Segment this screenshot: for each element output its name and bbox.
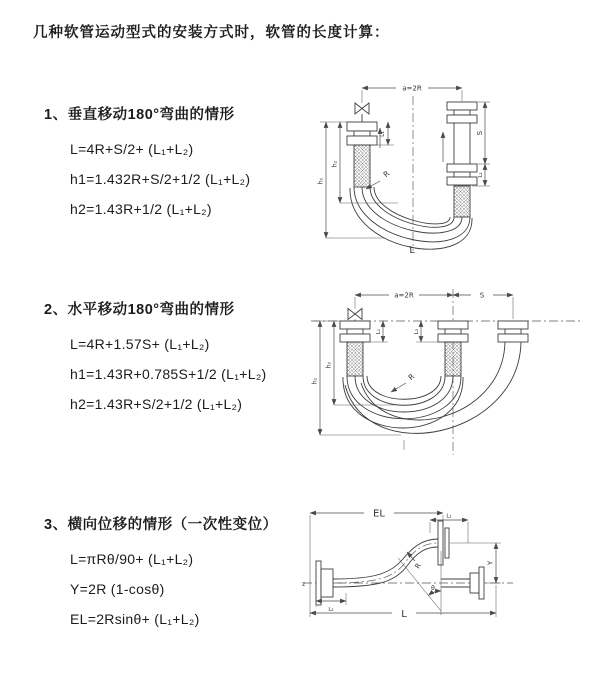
dimension-a2r xyxy=(355,292,453,300)
formula-line: h1=1.43R+0.785S+1/2 (L₁+L₂) xyxy=(70,366,267,382)
radius-label: R xyxy=(381,168,392,180)
middle-pipe-fitting xyxy=(438,321,468,376)
dim-h1-label: h₁ xyxy=(317,177,325,185)
moved-pipe-fitting xyxy=(498,321,528,342)
formula-line: L=4R+1.57S+ (L₁+L₂) xyxy=(70,336,210,352)
valve-icon xyxy=(355,90,369,122)
dim-l-label: L xyxy=(401,609,407,620)
diagram-lateral-displacement xyxy=(298,503,595,653)
radius-label: R xyxy=(406,371,417,383)
dim-l2-label: L₂ xyxy=(328,607,334,613)
hose-s-curve xyxy=(333,539,438,587)
section-2-formulas xyxy=(70,329,267,419)
dim-l1-label: L₁ xyxy=(446,513,452,520)
diagram-horizontal-180-bend xyxy=(303,283,588,463)
pipe-break-mark: z xyxy=(302,581,306,588)
radius-callout xyxy=(391,372,416,392)
dimension-l xyxy=(310,585,496,620)
section-1 xyxy=(44,103,250,224)
dim-s-label: S xyxy=(479,291,485,300)
dim-s-label: S xyxy=(476,130,484,136)
formula-line: h1=1.432R+S/2+1/2 (L₁+L₂) xyxy=(70,171,251,187)
dim-h2-label: h₂ xyxy=(331,160,339,168)
formula-line: Y=2R (1-cosθ) xyxy=(70,581,165,597)
formula-line: h2=1.43R+1/2 (L₁+L₂) xyxy=(70,201,212,217)
section-1-formulas xyxy=(70,134,250,224)
top-flange xyxy=(438,521,501,565)
radius-callout xyxy=(407,552,423,570)
section-2-heading: 2、水平移动180°弯曲的情形 xyxy=(44,302,235,318)
dimension-y xyxy=(487,543,497,583)
dim-h2-label: h₂ xyxy=(325,361,333,369)
dim-l2-label: L₂ xyxy=(414,328,420,335)
formula-line: L=4R+S/2+ (L₁+L₂) xyxy=(70,141,194,157)
dim-l1-label: L₁ xyxy=(379,131,386,137)
dimension-s xyxy=(453,292,513,320)
dim-l2-label: L₂ xyxy=(478,172,484,178)
dim-h1-label: h₁ xyxy=(311,377,319,385)
dimension-a2r xyxy=(362,85,462,102)
dimension-s xyxy=(476,102,490,164)
length-label: L xyxy=(409,245,415,256)
dim-el-label: EL xyxy=(373,508,385,520)
left-flange xyxy=(316,561,333,605)
diagram-vertical-180-bend xyxy=(310,76,580,256)
dim-a2r-label: a=2R xyxy=(394,291,414,300)
dim-y-label: Y xyxy=(486,560,495,566)
dim-l1-label: L₁ xyxy=(376,328,382,335)
left-pipe-fitting xyxy=(340,321,370,376)
left-pipe-fitting xyxy=(347,122,377,187)
section-2 xyxy=(44,298,267,419)
page-title: 几种软管运动型式的安装方式时，软管的长度计算： xyxy=(33,25,390,41)
section-3 xyxy=(44,513,278,634)
original-position-pipe xyxy=(441,567,501,599)
valve-icon xyxy=(348,297,362,321)
formula-line: L=πRθ/90+ (L₁+L₂) xyxy=(70,551,194,567)
section-3-formulas xyxy=(70,544,278,634)
section-1-heading: 1、垂直移动180°弯曲的情形 xyxy=(44,107,235,123)
formula-line: EL=2Rsinθ+ (L₁+L₂) xyxy=(70,611,200,627)
section-3-heading: 3、横向位移的情形（一次性变位） xyxy=(44,517,278,533)
dim-a2r-label: a=2R xyxy=(402,84,422,93)
formula-line: h2=1.43R+S/2+1/2 (L₁+L₂) xyxy=(70,396,243,412)
radius-label: R xyxy=(413,561,423,571)
right-pipe-fitting xyxy=(447,102,477,217)
theta-label: θ xyxy=(431,585,435,592)
